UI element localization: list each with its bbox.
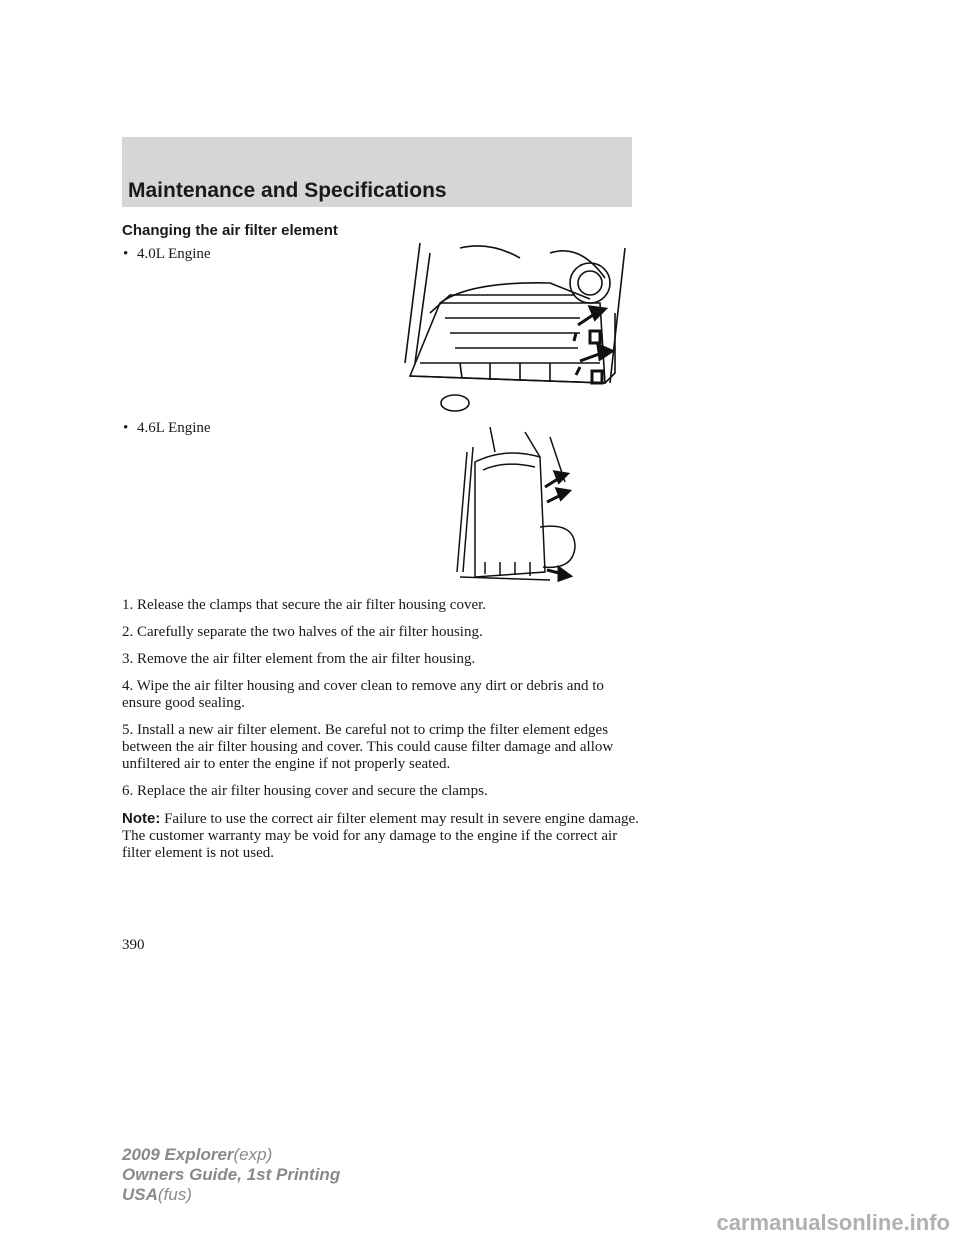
section-title: Changing the air filter element <box>122 222 338 239</box>
step-item: 6. Replace the air filter housing cover and secure the clamps. <box>122 783 488 799</box>
section-header-band <box>122 137 632 207</box>
footer-printing: Owners Guide, 1st Printing <box>122 1165 341 1184</box>
note-label: Note: <box>122 810 161 827</box>
step-item: 3. Remove the air filter element from the air filter housing. <box>122 651 476 667</box>
step-item: 5. Install a new air filter element. Be careful not to crimp the filter element edges between the air filter housing and cover. This could cause filter damage and allow unfiltered air to enter the engine if not properly seated. <box>122 722 614 772</box>
footer-region: USA <box>122 1185 158 1204</box>
step-item: 2. Carefully separate the two halves of the air filter housing. <box>122 624 483 640</box>
footer-region-code: (fus) <box>157 1185 192 1204</box>
bullet-dot: • <box>123 246 129 262</box>
engine-label: 4.0L Engine <box>137 246 211 262</box>
step-item: 4. Wipe the air filter housing and cover clean to remove any dirt or debris and to ensure good sealing. <box>122 678 604 711</box>
watermark: carmanualsonline.info <box>716 1210 950 1235</box>
step-item: 1. Release the clamps that secure the air filter housing cover. <box>122 597 487 613</box>
instruction-steps <box>122 597 642 872</box>
footer-model-code: (exp) <box>233 1145 273 1164</box>
page-title: Maintenance and Specifications <box>128 179 447 202</box>
footer-model: 2009 Explorer <box>122 1145 234 1164</box>
note-paragraph <box>122 810 642 862</box>
engine-bullet-4-0l <box>123 246 211 263</box>
air-filter-housing-4-0l-illustration <box>400 243 635 415</box>
note-text: Failure to use the correct air filter element may result in severe engine damage. The customer warranty may be void for any damage to the engine if the correct air filter element is not used. <box>122 811 639 861</box>
engine-label: 4.6L Engine <box>137 420 211 436</box>
document-footer <box>122 1145 340 1205</box>
air-filter-housing-4-6l-illustration <box>455 422 585 587</box>
bullet-dot: • <box>123 420 129 436</box>
page-number: 390 <box>122 937 145 953</box>
engine-bullet-4-6l <box>123 420 211 437</box>
